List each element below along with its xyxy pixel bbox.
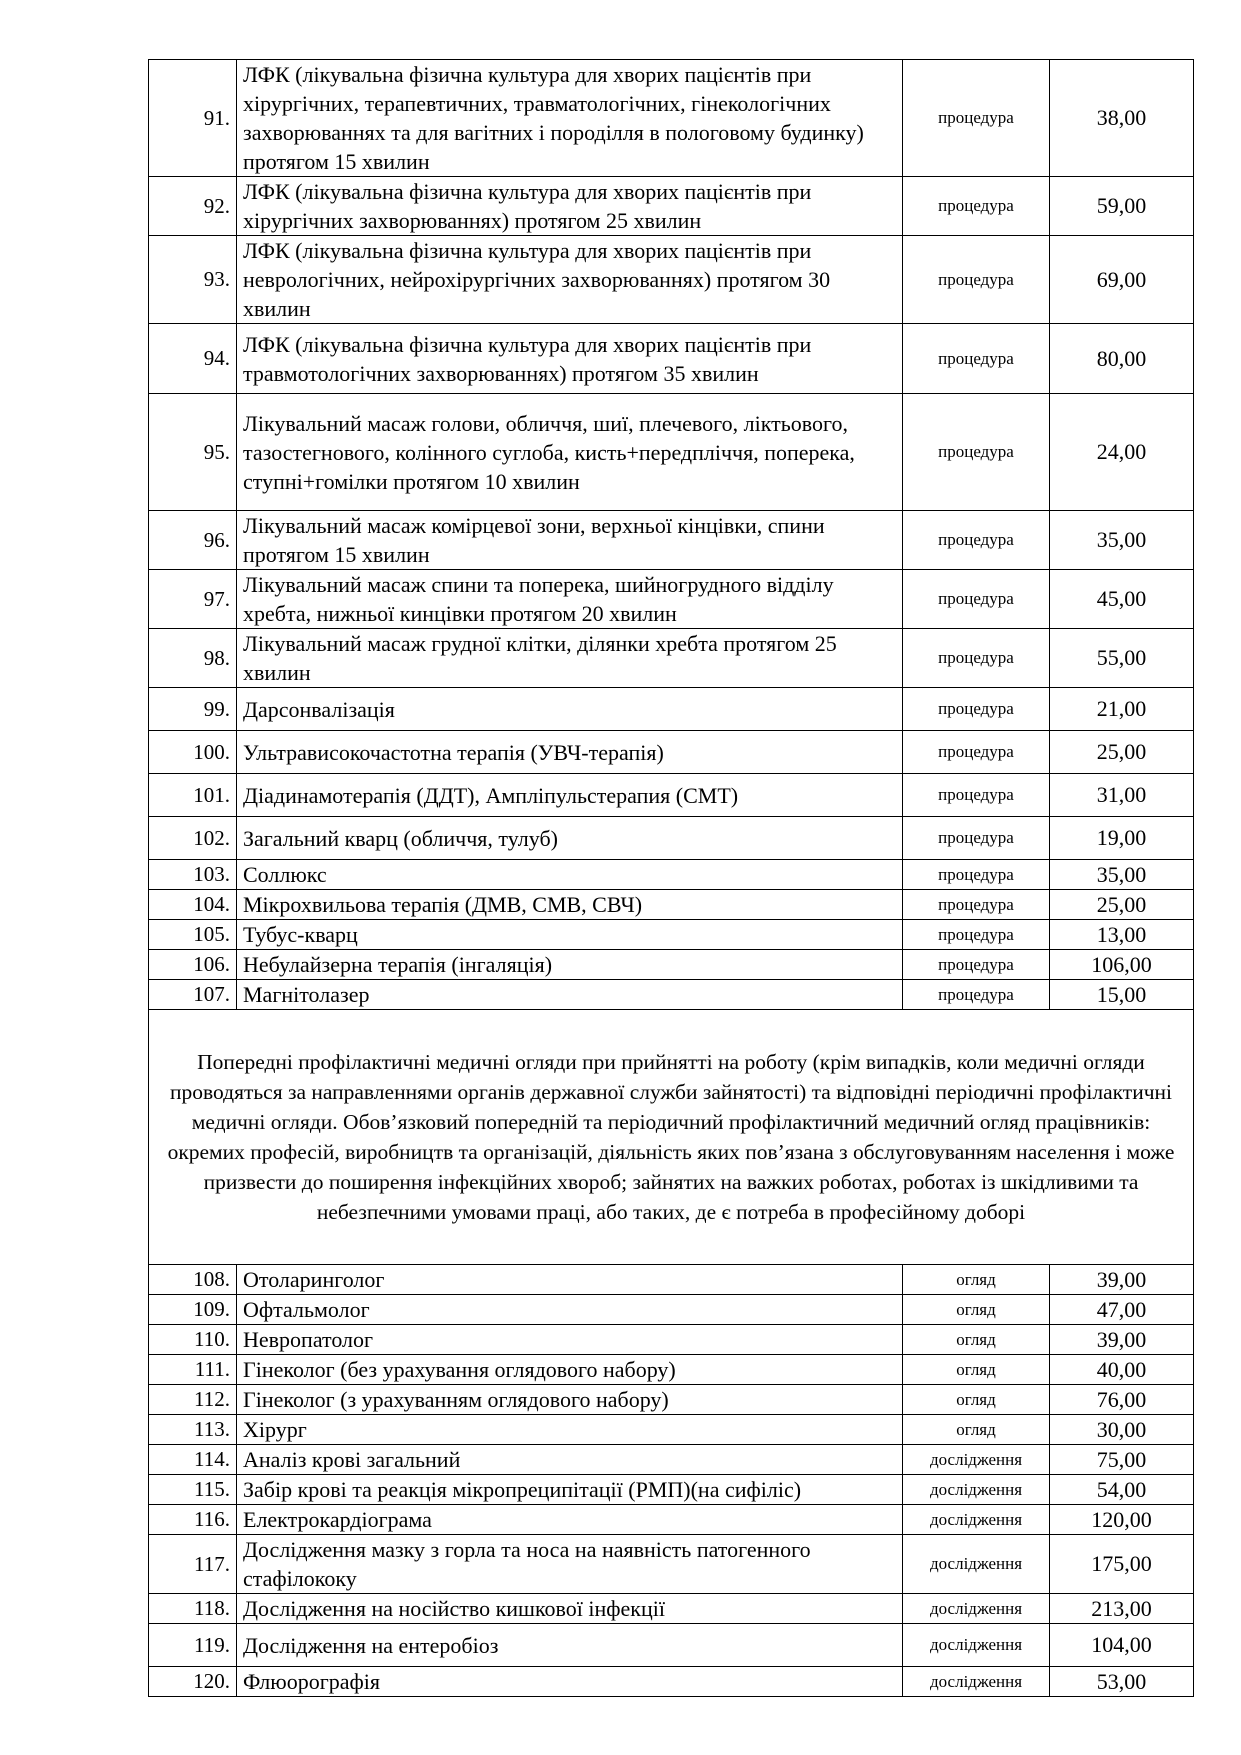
price-value: 35,00 xyxy=(1050,860,1194,890)
table-row xyxy=(149,1415,1194,1445)
row-number: 116. xyxy=(149,1505,237,1535)
table-row xyxy=(149,980,1194,1010)
service-name: Лікувальний масаж голови, обличчя, шиї, плечевого, ліктьового, тазостегнового, колінного суглоба, кисть+передпліччя, поперека, ступні+гомілки протягом 10 хвилин xyxy=(237,394,903,511)
unit-of-measure: процедура xyxy=(903,177,1050,236)
service-name: Аналіз крові загальний xyxy=(237,1445,903,1475)
table-row xyxy=(149,1265,1194,1295)
price-value: 80,00 xyxy=(1050,324,1194,394)
row-number: 120. xyxy=(149,1667,237,1697)
unit-of-measure: дослідження xyxy=(903,1624,1050,1667)
service-name: ЛФК (лікувальна фізична культура для хворих пацієнтів при хірургічних захворюваннях) протягом 25 хвилин xyxy=(237,177,903,236)
table-row xyxy=(149,629,1194,688)
procedures-section xyxy=(149,60,1194,1010)
table-row xyxy=(149,324,1194,394)
row-number: 99. xyxy=(149,688,237,731)
service-name: Дослідження на носійство кишкової інфекції xyxy=(237,1594,903,1624)
service-name: Гінеколог (з урахуванням оглядового набору) xyxy=(237,1385,903,1415)
unit-of-measure: процедура xyxy=(903,950,1050,980)
row-number: 92. xyxy=(149,177,237,236)
service-name: Офтальмолог xyxy=(237,1295,903,1325)
unit-of-measure: процедура xyxy=(903,980,1050,1010)
service-name: Магнітолазер xyxy=(237,980,903,1010)
price-value: 175,00 xyxy=(1050,1535,1194,1594)
table-row xyxy=(149,920,1194,950)
unit-of-measure: огляд xyxy=(903,1325,1050,1355)
row-number: 110. xyxy=(149,1325,237,1355)
unit-of-measure: процедура xyxy=(903,570,1050,629)
table-row xyxy=(149,60,1194,177)
unit-of-measure: дослідження xyxy=(903,1505,1050,1535)
unit-of-measure: процедура xyxy=(903,236,1050,324)
row-number: 95. xyxy=(149,394,237,511)
row-number: 118. xyxy=(149,1594,237,1624)
unit-of-measure: процедура xyxy=(903,688,1050,731)
exams-section xyxy=(149,1265,1194,1697)
price-value: 19,00 xyxy=(1050,817,1194,860)
unit-of-measure: процедура xyxy=(903,731,1050,774)
row-number: 115. xyxy=(149,1475,237,1505)
unit-of-measure: дослідження xyxy=(903,1594,1050,1624)
row-number: 109. xyxy=(149,1295,237,1325)
service-name: Отоларинголог xyxy=(237,1265,903,1295)
price-value: 38,00 xyxy=(1050,60,1194,177)
table-row xyxy=(149,950,1194,980)
service-name: Забір крові та реакція мікропреципітації (РМП)(на сифіліс) xyxy=(237,1475,903,1505)
unit-of-measure: процедура xyxy=(903,324,1050,394)
table-row xyxy=(149,731,1194,774)
service-name: Невропатолог xyxy=(237,1325,903,1355)
row-number: 107. xyxy=(149,980,237,1010)
table-row xyxy=(149,890,1194,920)
unit-of-measure: огляд xyxy=(903,1295,1050,1325)
row-number: 93. xyxy=(149,236,237,324)
row-number: 100. xyxy=(149,731,237,774)
service-name: Соллюкс xyxy=(237,860,903,890)
row-number: 103. xyxy=(149,860,237,890)
unit-of-measure: дослідження xyxy=(903,1445,1050,1475)
unit-of-measure: огляд xyxy=(903,1415,1050,1445)
price-value: 53,00 xyxy=(1050,1667,1194,1697)
service-name: Небулайзерна терапія (інгаляція) xyxy=(237,950,903,980)
price-value: 55,00 xyxy=(1050,629,1194,688)
table-row xyxy=(149,236,1194,324)
row-number: 106. xyxy=(149,950,237,980)
price-value: 35,00 xyxy=(1050,511,1194,570)
medical-exams-header-section xyxy=(149,1010,1194,1265)
price-value: 75,00 xyxy=(1050,1445,1194,1475)
price-value: 15,00 xyxy=(1050,980,1194,1010)
table-row xyxy=(149,1325,1194,1355)
table-row xyxy=(149,688,1194,731)
service-name: Флюорографія xyxy=(237,1667,903,1697)
table-row xyxy=(149,1295,1194,1325)
service-name: Електрокардіограма xyxy=(237,1505,903,1535)
row-number: 117. xyxy=(149,1535,237,1594)
row-number: 102. xyxy=(149,817,237,860)
price-value: 31,00 xyxy=(1050,774,1194,817)
row-number: 94. xyxy=(149,324,237,394)
price-value: 13,00 xyxy=(1050,920,1194,950)
service-name: ЛФК (лікувальна фізична культура для хворих пацієнтів при травмотологічних захворюваннях) протягом 35 хвилин xyxy=(237,324,903,394)
service-name: ЛФК (лікувальна фізична культура для хворих пацієнтів при хірургічних, терапевтичних, травматологічних, гінекологічних захворюваннях та для вагітних і породілля в пологовому будинку) протягом 15 хвилин xyxy=(237,60,903,177)
unit-of-measure: процедура xyxy=(903,817,1050,860)
unit-of-measure: огляд xyxy=(903,1265,1050,1295)
price-value: 47,00 xyxy=(1050,1295,1194,1325)
price-value: 69,00 xyxy=(1050,236,1194,324)
price-value: 39,00 xyxy=(1050,1265,1194,1295)
price-value: 59,00 xyxy=(1050,177,1194,236)
price-value: 21,00 xyxy=(1050,688,1194,731)
row-number: 91. xyxy=(149,60,237,177)
service-name: Лікувальний масаж спини та поперека, шийногрудного відділу хребта, нижньої кинцівки протягом 20 хвилин xyxy=(237,570,903,629)
unit-of-measure: процедура xyxy=(903,629,1050,688)
price-value: 76,00 xyxy=(1050,1385,1194,1415)
row-number: 111. xyxy=(149,1355,237,1385)
service-name: ЛФК (лікувальна фізична культура для хворих пацієнтів при неврологічних, нейрохірургічних захворюваннях) протягом 30 хвилин xyxy=(237,236,903,324)
row-number: 105. xyxy=(149,920,237,950)
service-name: Діадинамотерапія (ДДТ), Ампліпульстерапия (СМТ) xyxy=(237,774,903,817)
price-table xyxy=(148,59,1194,1697)
table-row xyxy=(149,1594,1194,1624)
row-number: 101. xyxy=(149,774,237,817)
price-value: 39,00 xyxy=(1050,1325,1194,1355)
service-name: Тубус-кварц xyxy=(237,920,903,950)
unit-of-measure: процедура xyxy=(903,511,1050,570)
unit-of-measure: процедура xyxy=(903,860,1050,890)
service-name: Загальний кварц (обличчя, тулуб) xyxy=(237,817,903,860)
price-value: 24,00 xyxy=(1050,394,1194,511)
unit-of-measure: огляд xyxy=(903,1355,1050,1385)
table-row xyxy=(149,1445,1194,1475)
row-number: 119. xyxy=(149,1624,237,1667)
table-row xyxy=(149,817,1194,860)
service-name: Мікрохвильова терапія (ДМВ, СМВ, СВЧ) xyxy=(237,890,903,920)
service-name: Дослідження мазку з горла та носа на наявність патогенного стафілококу xyxy=(237,1535,903,1594)
unit-of-measure: процедура xyxy=(903,60,1050,177)
table-row xyxy=(149,1505,1194,1535)
price-value: 25,00 xyxy=(1050,890,1194,920)
price-value: 30,00 xyxy=(1050,1415,1194,1445)
price-value: 106,00 xyxy=(1050,950,1194,980)
service-name: Лікувальний масаж грудної клітки, ділянки хребта протягом 25 хвилин xyxy=(237,629,903,688)
price-value: 40,00 xyxy=(1050,1355,1194,1385)
price-value: 120,00 xyxy=(1050,1505,1194,1535)
row-number: 108. xyxy=(149,1265,237,1295)
price-value: 104,00 xyxy=(1050,1624,1194,1667)
price-value: 45,00 xyxy=(1050,570,1194,629)
row-number: 96. xyxy=(149,511,237,570)
table-row xyxy=(149,1624,1194,1667)
table-row xyxy=(149,177,1194,236)
service-name: Ультрависокочастотна терапія (УВЧ-терапія) xyxy=(237,731,903,774)
unit-of-measure: дослідження xyxy=(903,1667,1050,1697)
row-number: 114. xyxy=(149,1445,237,1475)
table-row xyxy=(149,860,1194,890)
unit-of-measure: дослідження xyxy=(903,1475,1050,1505)
table-row xyxy=(149,1535,1194,1594)
table-row xyxy=(149,1385,1194,1415)
table-row xyxy=(149,511,1194,570)
service-name: Гінеколог (без урахування оглядового набору) xyxy=(237,1355,903,1385)
section-note-row xyxy=(149,1010,1194,1265)
unit-of-measure: процедура xyxy=(903,774,1050,817)
row-number: 98. xyxy=(149,629,237,688)
unit-of-measure: огляд xyxy=(903,1385,1050,1415)
price-value: 25,00 xyxy=(1050,731,1194,774)
price-value: 213,00 xyxy=(1050,1594,1194,1624)
table-row xyxy=(149,1355,1194,1385)
service-name: Лікувальний масаж комірцевої зони, верхньої кінцівки, спини протягом 15 хвилин xyxy=(237,511,903,570)
section-note: Попередні профілактичні медичні огляди при прийнятті на роботу (крім випадків, коли медичні огляди проводяться за направленнями органів державної служби зайнятості) та відповідні періодичні профілактичні медичні огляди. Обов’язковий попередній та періодичний профілактичний медичний огляд працівників: окремих професій, виробництв та організацій, діяльність яких пов’язана з обслуговуванням населення і може призвести до поширення інфекційних хвороб; зайнятих на важких роботах, роботах із шкідливими та небезпечними умовами праці, або таких, де є потреба в професійному доборі xyxy=(149,1010,1194,1265)
table-row xyxy=(149,570,1194,629)
row-number: 97. xyxy=(149,570,237,629)
unit-of-measure: процедура xyxy=(903,394,1050,511)
unit-of-measure: процедура xyxy=(903,890,1050,920)
row-number: 113. xyxy=(149,1415,237,1445)
unit-of-measure: процедура xyxy=(903,920,1050,950)
service-name: Дослідження на ентеробіоз xyxy=(237,1624,903,1667)
table-row xyxy=(149,1667,1194,1697)
price-value: 54,00 xyxy=(1050,1475,1194,1505)
table-row xyxy=(149,394,1194,511)
service-name: Хірург xyxy=(237,1415,903,1445)
service-name: Дарсонвалізація xyxy=(237,688,903,731)
row-number: 112. xyxy=(149,1385,237,1415)
table-row xyxy=(149,774,1194,817)
row-number: 104. xyxy=(149,890,237,920)
unit-of-measure: дослідження xyxy=(903,1535,1050,1594)
table-row xyxy=(149,1475,1194,1505)
